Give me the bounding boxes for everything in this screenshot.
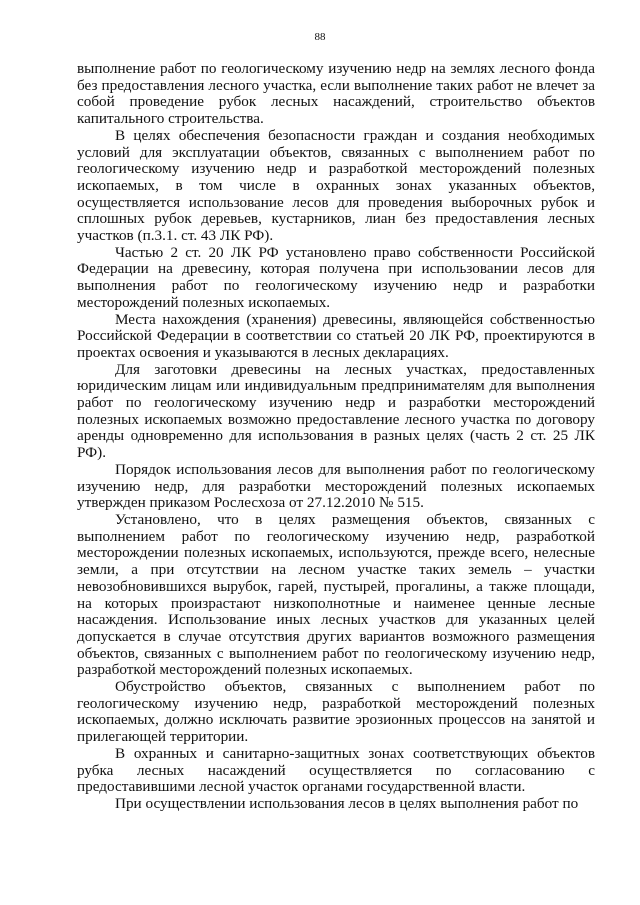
- paragraph: Места нахождения (хранения) древесины, являющейся собственностью Российской Федерации в соответствии со статьей 20 ЛК РФ, проектируются в проектах освоения и указываются в лесных декларациях.: [77, 310, 595, 361]
- paragraph: Установлено, что в целях размещения объектов, связанных с выполнением работ по геологическому изучению недр, разработкой месторождении полезных ископаемых, используются, прежде всего, нелесные земли, а при отсутствии на лесном участке таких земель – участки невозобновившихся вырубок, гарей, пустырей, прогалины, а также площади, на которых произрастают низкополнотные и наименее ценные лесные насаждения. Использование иных лесных участков для указанных целей допускается в случае отсутствия других вариантов возможного размещения объектов, связанных с выполнением работ по геологическому изучению недр, разработкой месторождений полезных ископаемых.: [77, 510, 595, 679]
- paragraph: В охранных и санитарно-защитных зонах соответствующих объектов рубка лесных насаждений осуществляется по согласованию с предоставившими лесной участок органами государственной власти.: [77, 744, 595, 796]
- paragraph: Порядок использования лесов для выполнения работ по геологическому изучению недр, для разработки месторождений полезных ископаемых утвержден приказом Рослесхоза от 27.12.2010 № 515.: [77, 460, 595, 512]
- paragraph: Обустройство объектов, связанных с выполнением работ по геологическому изучению недр, разработкой месторождений полезных ископаемых, должно исключать развитие эрозионных процессов на занятой и прилегающей территории.: [77, 678, 595, 746]
- paragraph: выполнение работ по геологическому изучению недр на землях лесного фонда без предоставления лесного участка, если выполнение таких работ не влечет за собой проведение рубок лесных насаждений, строительство объектов капитального строительства.: [77, 60, 595, 128]
- paragraph: Частью 2 ст. 20 ЛК РФ установлено право собственности Российской Федерации на древесину, которая получена при использовании лесов для выполнения работ по геологическому изучению недр и разработки месторождений полезных ископаемых.: [77, 243, 595, 311]
- body-text: [77, 61, 595, 813]
- paragraph: Для заготовки древесины на лесных участках, предоставленных юридическим лицам или индивидуальным предпринимателям для выполнения работ по геологическому изучению недр и разработки месторождений полезных ископаемых возможно предоставление лесного участка по договору аренды одновременно для использования в разных целях (часть 2 ст. 25 ЛК РФ).: [77, 360, 595, 462]
- paragraph: В целях обеспечения безопасности граждан и создания необходимых условий для эксплуатации объектов, связанных с выполнением работ по геологическому изучению недр и разработкой месторождений полезных ископаемых, в том числе в охранных зонах указанных объектов, осуществляется использование лесов для проведения выборочных рубок и сплошных рубок деревьев, кустарников, лиан без предоставления лесных участков (п.3.1. ст. 43 ЛК РФ).: [77, 126, 595, 245]
- paragraph: При осуществлении использования лесов в целях выполнения работ по: [115, 794, 579, 812]
- page-number: 88: [314, 31, 326, 43]
